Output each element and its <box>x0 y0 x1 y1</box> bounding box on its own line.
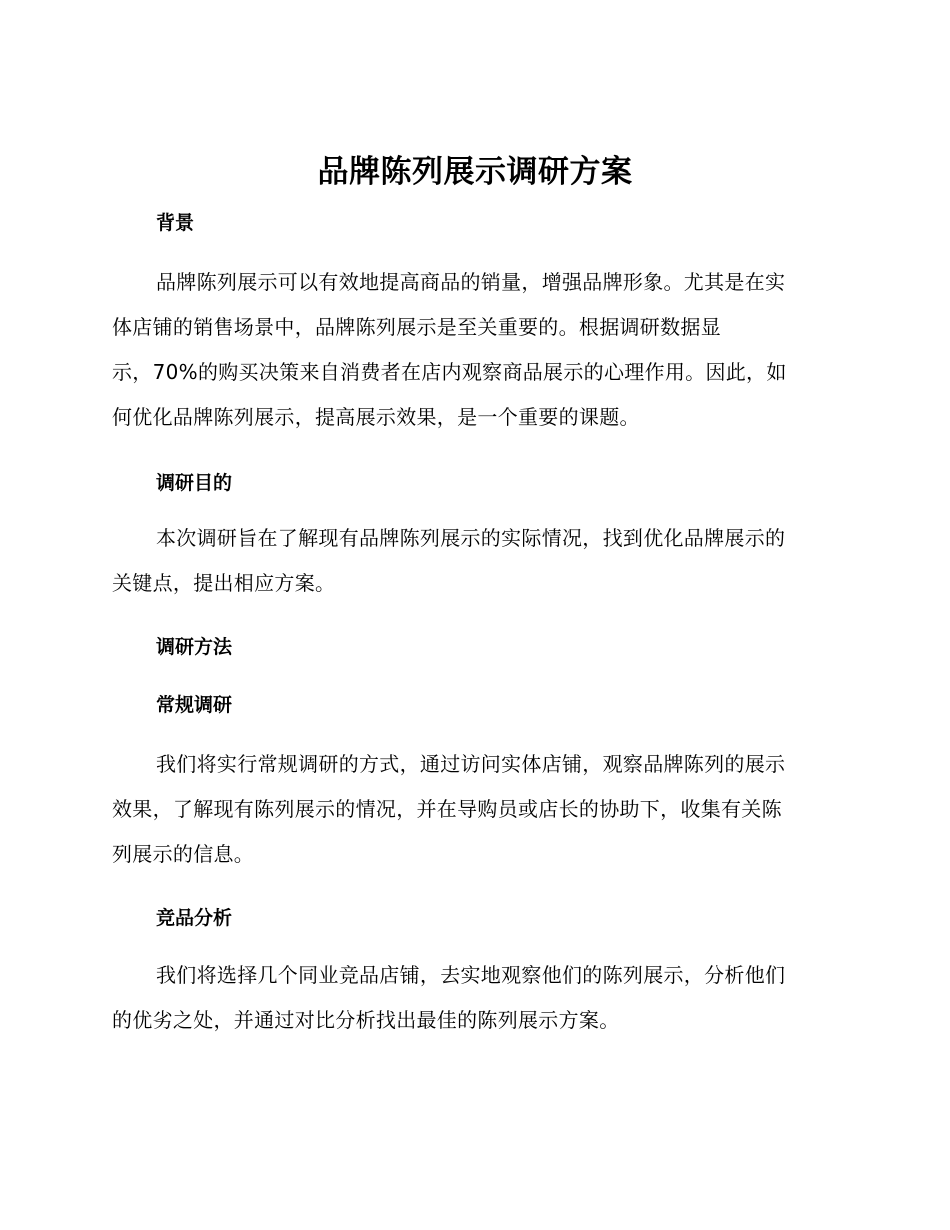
heading-method: 调研方法 <box>156 636 233 658</box>
page-title: 品牌陈列展示调研方案 <box>317 154 633 190</box>
paragraph-regular-research <box>112 742 830 877</box>
paragraph-line: 本次调研旨在了解现有品牌陈列展示的实际情况，找到优化品牌展示的 <box>156 526 786 550</box>
paragraph-competitor-analysis <box>112 953 830 1043</box>
paragraph-line: 我们将选择几个同业竞品店铺，去实地观察他们的陈列展示，分析他们 <box>156 963 786 987</box>
paragraph-line: 我们将实行常规调研的方式，通过访问实体店铺，观察品牌陈列的展示 <box>156 752 786 776</box>
paragraph-line: 品牌陈列展示可以有效地提高商品的销量，增强品牌形象。尤其是在实 <box>156 270 786 294</box>
heading-competitor-analysis: 竞品分析 <box>156 907 233 929</box>
paragraph-line: 的优劣之处，并通过对比分析找出最佳的陈列展示方案。 <box>112 1008 620 1032</box>
paragraph-line: 关键点，提出相应方案。 <box>112 571 336 595</box>
paragraph-line: 效果，了解现有陈列展示的情况，并在导购员或店长的协助下，收集有关陈 <box>112 797 782 821</box>
heading-regular-research: 常规调研 <box>156 694 233 716</box>
paragraph-line: 列展示的信息。 <box>112 842 255 866</box>
paragraph-line: 何优化品牌陈列展示，提高展示效果，是一个重要的课题。 <box>112 405 640 429</box>
heading-background: 背景 <box>156 212 195 234</box>
paragraph-line: 体店铺的销售场景中，品牌陈列展示是至关重要的。根据调研数据显 <box>112 315 721 339</box>
paragraph-background <box>112 260 830 440</box>
paragraph-line: 示，70%的购买决策来自消费者在店内观察商品展示的心理作用。因此，如 <box>112 360 787 384</box>
heading-purpose: 调研目的 <box>156 472 233 494</box>
paragraph-purpose <box>112 516 830 606</box>
